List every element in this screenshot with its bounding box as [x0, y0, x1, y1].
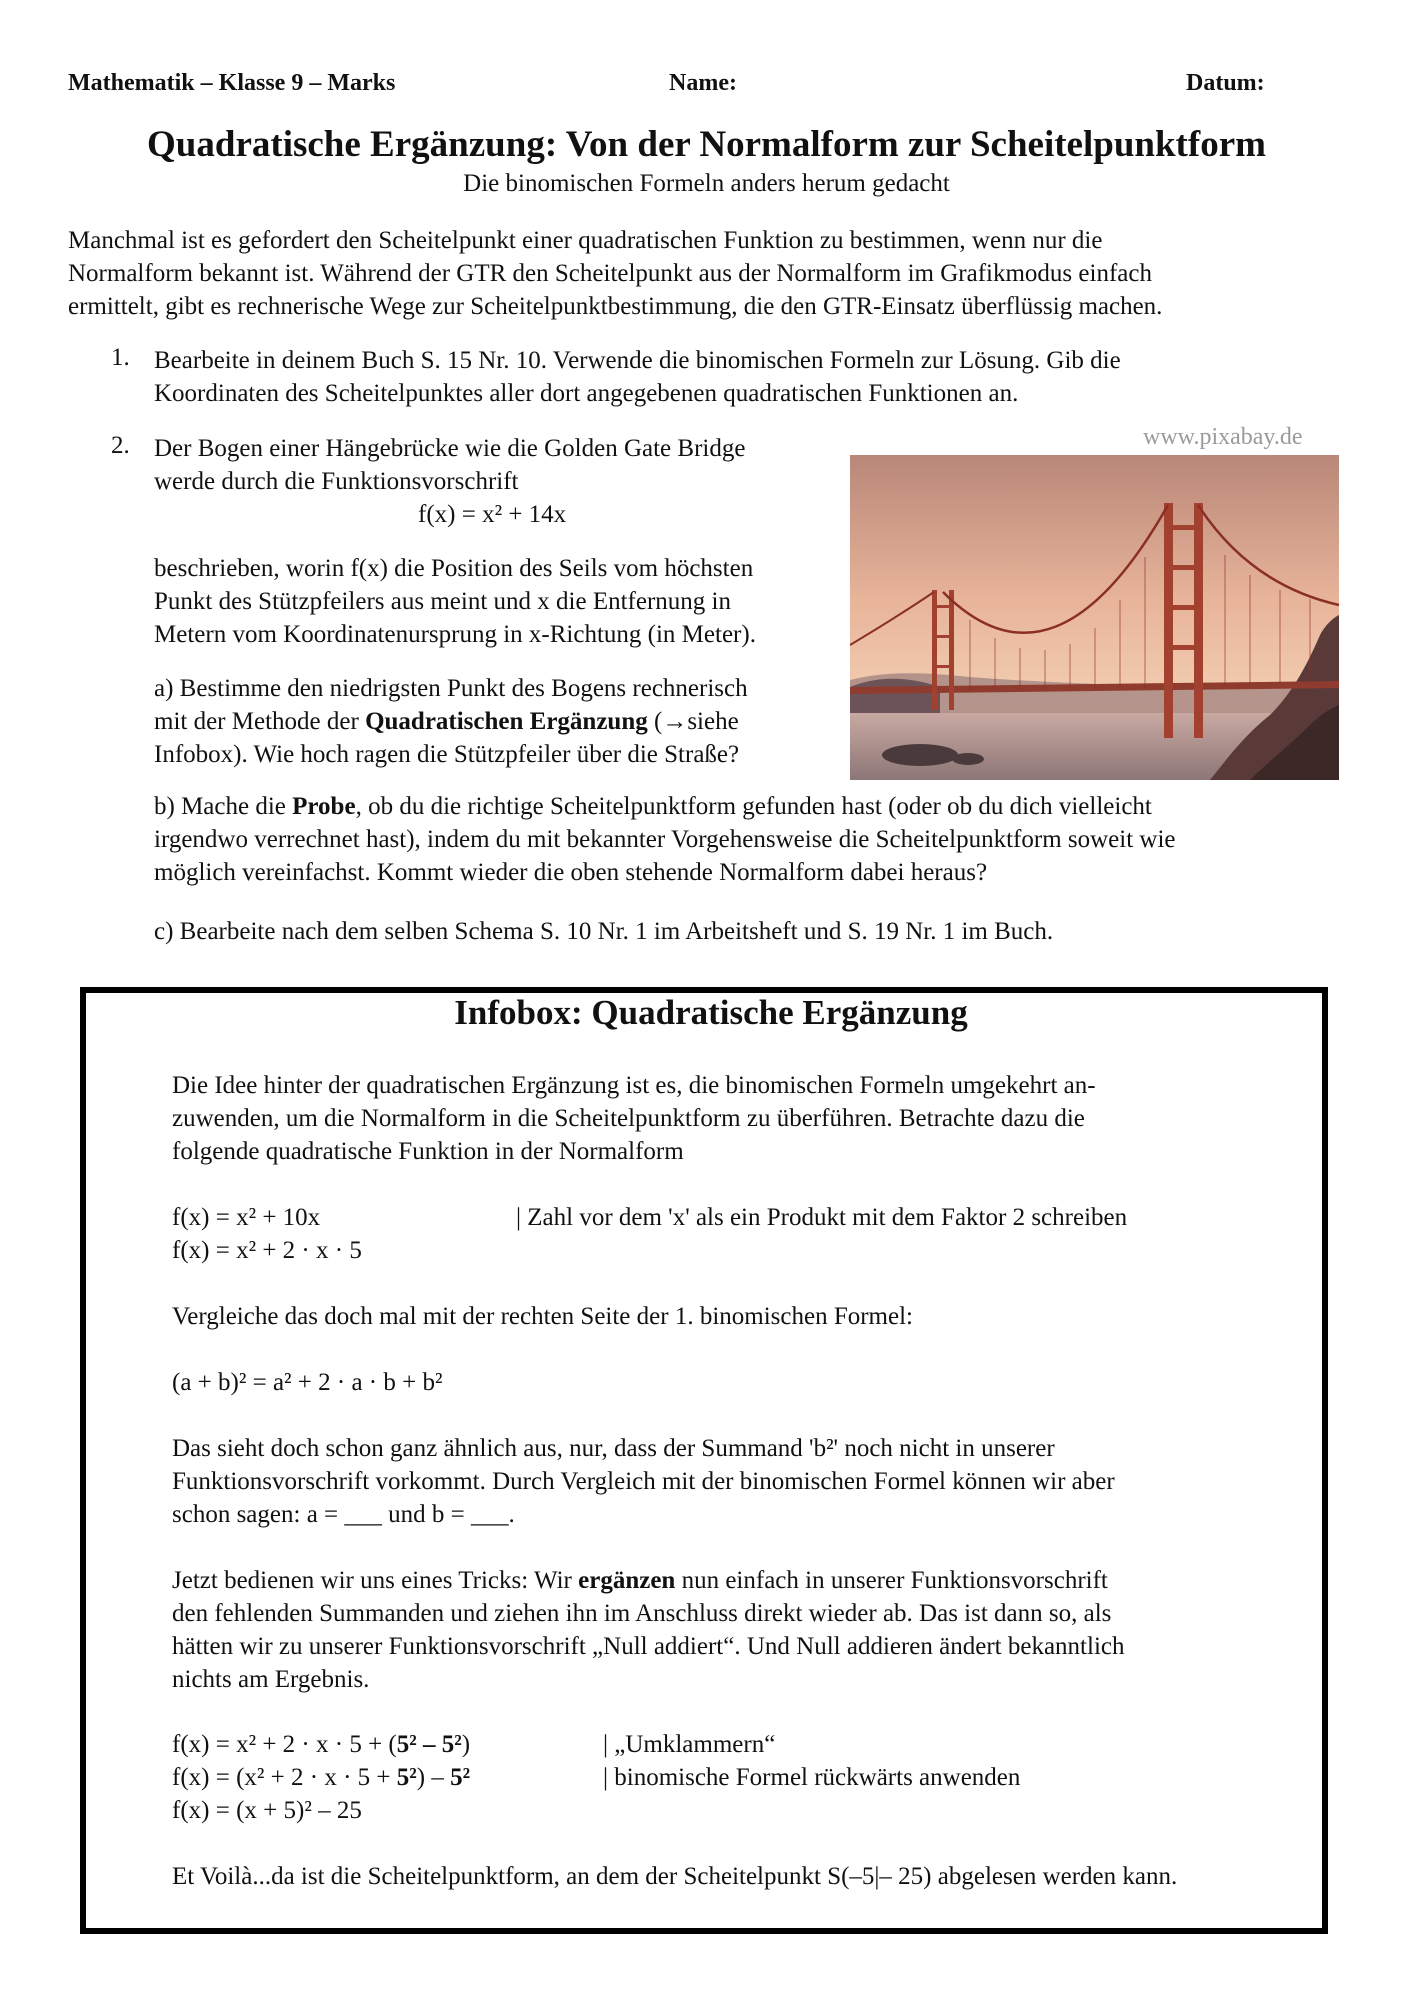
task2a-line: Infobox). Wie hoch ragen die Stützpfeiler über die Straße? — [154, 741, 740, 768]
ergaenzen-keyword: ergänzen — [578, 1567, 676, 1594]
infobox-paragraph-3 — [172, 1432, 1312, 1531]
task2a-line: a) Bestimme den niedrigsten Punkt des Bogens rechnerisch — [154, 675, 748, 702]
infobox-line: Das sieht doch schon ganz ähnlich aus, nur, dass der Summand 'b²' noch nicht in unserer — [172, 1435, 1055, 1462]
intro-line: Normalform bekannt ist. Während der GTR den Scheitelpunkt aus der Normalform im Grafikmodus einfach — [68, 260, 1152, 287]
task2-desc-line: Metern vom Koordinatenursprung in x-Richtung (in Meter). — [154, 621, 756, 648]
task2b-line: b) Mache die Probe, ob du die richtige Scheitelpunktform gefunden hast (oder ob du dich vielleicht — [154, 793, 1152, 820]
task1-text — [154, 344, 1344, 410]
task2c: c) Bearbeite nach dem selben Schema S. 10 Nr. 1 im Arbeitsheft und S. 19 Nr. 1 im Buch. — [154, 918, 1054, 945]
task2b-line: irgendwo verrechnet hast), indem du mit bekannter Vorgehensweise die Scheitelpunktform soweit wie — [154, 826, 1176, 853]
equation-1: f(x) = x² + 10x — [172, 1204, 321, 1231]
probe-keyword: Probe — [292, 793, 356, 820]
calc-note-1: | „Umklammern“ — [603, 1731, 776, 1758]
infobox-line: Die Idee hinter der quadratischen Ergänzung ist es, die binomischen Formeln umgekehrt an- — [172, 1072, 1096, 1099]
infobox-paragraph-4 — [172, 1564, 1312, 1696]
course-label: Mathematik – Klasse 9 – Marks — [68, 70, 396, 96]
task2b-line: möglich vereinfachst. Kommt wieder die oben stehende Normalform dabei heraus? — [154, 859, 988, 886]
calc-line-1: f(x) = x² + 2 · x · 5 + (5² – 5²) — [172, 1731, 471, 1758]
infobox-line: schon sagen: a = ___ und b = ___. — [172, 1501, 515, 1528]
task1-line: Bearbeite in deinem Buch S. 15 Nr. 10. Verwende die binomischen Formeln zur Lösung. Gib die — [154, 347, 1121, 374]
intro-paragraph — [68, 224, 1358, 323]
method-name: Quadratischen Ergänzung — [365, 708, 648, 735]
infobox-line: Jetzt bedienen wir uns eines Tricks: Wir ergänzen nun einfach in unserer Funktionsvorschrift — [172, 1567, 1108, 1594]
task2a-line: mit der Methode der Quadratischen Ergänzung (→siehe — [154, 708, 739, 735]
intro-line: Manchmal ist es gefordert den Scheitelpunkt einer quadratischen Funktion zu bestimmen, wenn nur die — [68, 227, 1103, 254]
equation-1-note: | Zahl vor dem 'x' als ein Produkt mit dem Faktor 2 schreiben — [516, 1204, 1128, 1231]
page-subtitle: Die binomischen Formeln anders herum gedacht — [463, 170, 950, 197]
task2-number: 2. — [111, 432, 130, 459]
task2-intro — [154, 432, 844, 498]
name-label: Name: — [669, 70, 737, 96]
task2-desc-line: beschrieben, worin f(x) die Position des Seils vom höchsten — [154, 555, 754, 582]
task1-line: Koordinaten des Scheitelpunktes aller dort angegebenen quadratischen Funktionen an. — [154, 380, 1019, 407]
equation-2: f(x) = x² + 2 · x · 5 — [172, 1237, 362, 1264]
infobox-line: nichts am Ergebnis. — [172, 1666, 370, 1693]
task2b — [154, 790, 1354, 889]
infobox-intro — [172, 1069, 1312, 1168]
image-credit: www.pixabay.de — [1143, 424, 1303, 450]
infobox-line: den fehlenden Summanden und ziehen ihn im Anschluss direkt wieder ab. Das ist dann so, als — [172, 1600, 1112, 1627]
infobox-line: hätten wir zu unserer Funktionsvorschrift „Null addiert“. Und Null addieren ändert bekanntlich — [172, 1633, 1125, 1660]
calc-note-2: | binomische Formel rückwärts anwenden — [603, 1764, 1021, 1791]
calc-line-2: f(x) = (x² + 2 · x · 5 + 5²) – 5² — [172, 1764, 471, 1791]
page-title: Quadratische Ergänzung: Von der Normalform zur Scheitelpunktform — [147, 124, 1266, 165]
date-label: Datum: — [1186, 70, 1265, 96]
infobox-title: Infobox: Quadratische Ergänzung — [454, 993, 968, 1032]
task2-description — [154, 552, 844, 651]
task2-intro-line: werde durch die Funktionsvorschrift — [154, 468, 519, 495]
infobox-line: Funktionsvorschrift vorkommt. Durch Vergleich mit der binomischen Formel können wir aber — [172, 1468, 1115, 1495]
calc-line-3: f(x) = (x + 5)² – 25 — [172, 1797, 362, 1824]
intro-line: ermittelt, gibt es rechnerische Wege zur Scheitelpunktbestimmung, die den GTR-Einsatz überflüssig machen. — [68, 293, 1163, 320]
task1-number: 1. — [111, 344, 130, 371]
conclusion: Et Voilà...da ist die Scheitelpunktform, an dem der Scheitelpunkt S(–5|– 25) abgelesen werden kann. — [172, 1863, 1178, 1890]
compare-text: Vergleiche das doch mal mit der rechten Seite der 1. binomischen Formel: — [172, 1303, 913, 1330]
infobox-line: zuwenden, um die Normalform in die Scheitelpunktform zu überführen. Betrachte dazu die — [172, 1105, 1085, 1132]
golden-gate-bridge-photo — [850, 455, 1339, 780]
task2-formula: f(x) = x² + 14x — [418, 501, 567, 528]
task2-desc-line: Punkt des Stützpfeilers aus meint und x die Entfernung in — [154, 588, 731, 615]
binomial-formula: (a + b)² = a² + 2 · a · b + b² — [172, 1369, 443, 1396]
infobox-line: folgende quadratische Funktion in der Normalform — [172, 1138, 684, 1165]
task2a — [154, 672, 844, 771]
task2-intro-line: Der Bogen einer Hängebrücke wie die Golden Gate Bridge — [154, 435, 746, 462]
